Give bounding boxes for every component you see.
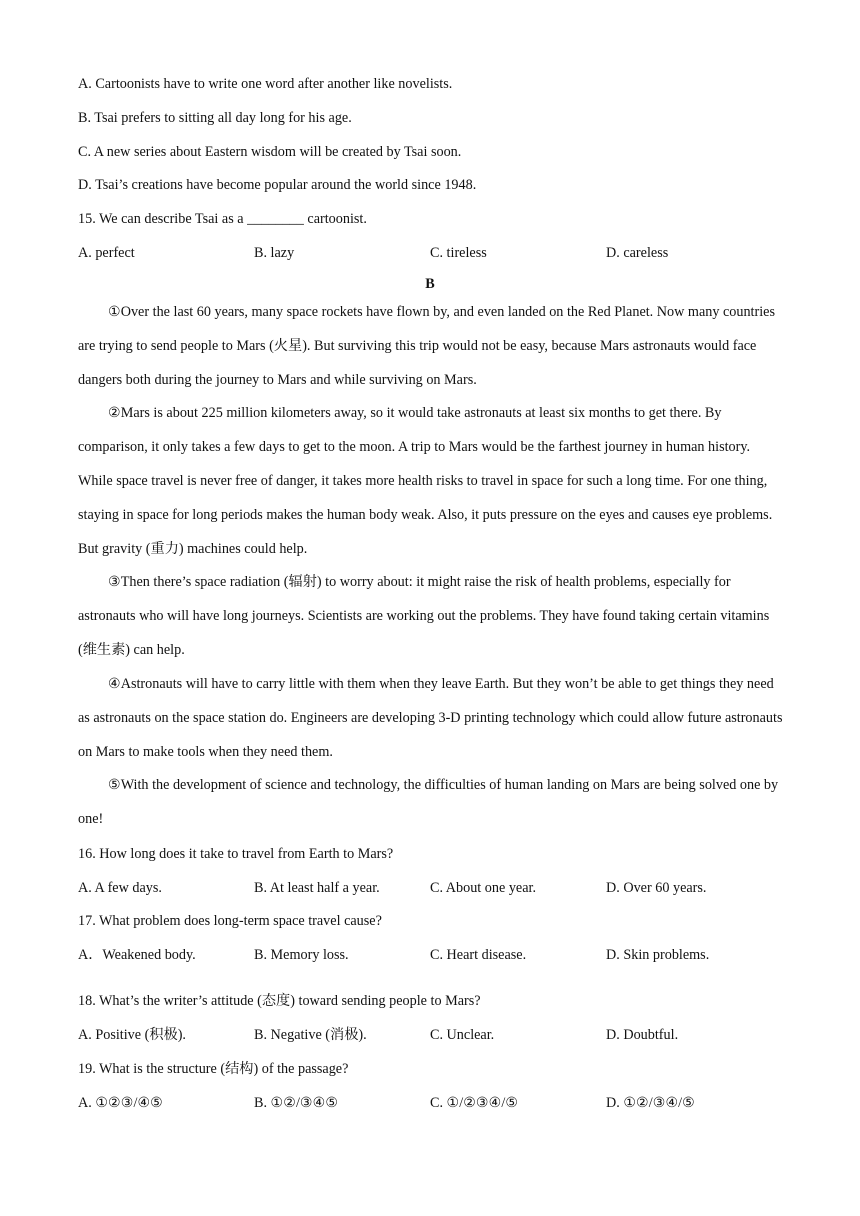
q14-option-d: D. Tsai’s creations have become popular around the world since 1948. [78, 177, 477, 193]
q19-option-d: D. ①②/③④/⑤ [606, 1095, 695, 1111]
passage-paragraph-4 [78, 668, 786, 770]
q14-option-c: C. A new series about Eastern wisdom will be created by Tsai soon. [78, 144, 462, 160]
paragraph-text: ③Then there’s space radiation (辐射) to worry about: it might raise the risk of health problems, especially for astronauts who will have long journeys. Scientists are working out the problems. They have found taking certain vitamins (维生素) can help. [78, 574, 770, 658]
q17-option-b: B. Memory loss. [254, 947, 349, 963]
q15-option-d: D. careless [606, 245, 669, 261]
q14-option-a: A. Cartoonists have to write one word after another like novelists. [78, 76, 453, 92]
q17-option-a: A．Weakened body. [78, 947, 196, 963]
q19-option-c: C. ①/②③④/⑤ [430, 1095, 519, 1111]
passage-paragraph-1 [78, 296, 786, 398]
q18-question: 18. What’s the writer’s attitude (态度) toward sending people to Mars? [78, 993, 481, 1009]
q19-option-a: A. ①②③/④⑤ [78, 1095, 163, 1111]
q15-question: 15. We can describe Tsai as a ________ cartoonist. [78, 211, 367, 227]
q17-option-d: D. Skin problems. [606, 947, 710, 963]
q16-option-c: C. About one year. [430, 880, 536, 896]
q16-options [78, 879, 786, 897]
q15-option-c: C. tireless [430, 245, 487, 261]
q17-option-c: C. Heart disease. [430, 947, 527, 963]
q16-option-a: A. A few days. [78, 880, 162, 896]
passage-paragraph-2 [78, 397, 786, 567]
paragraph-text: ④Astronauts will have to carry little with them when they leave Earth. But they won’t be able to get things they need as astronauts on the space station do. Engineers are developing 3-D printing technology which could allow future astronauts on Mars to make tools when they need them. [78, 676, 783, 760]
passage-paragraph-3 [78, 566, 786, 668]
q15-option-b: B. lazy [254, 245, 295, 261]
q18-options [78, 1026, 786, 1044]
q16-option-d: D. Over 60 years. [606, 880, 707, 896]
paragraph-text: ①Over the last 60 years, many space rockets have flown by, and even landed on the Red Planet. Now many countries are trying to send people to Mars (火星). But surviving this trip would not be easy, because Mars astronauts would face dangers both during the journey to Mars and while surviving on Mars. [78, 304, 775, 388]
paragraph-text: ⑤With the development of science and technology, the difficulties of human landing on Mars are being solved one by one! [78, 777, 779, 827]
q17-question: 17. What problem does long-term space travel cause? [78, 913, 382, 929]
paragraph-text: ②Mars is about 225 million kilometers away, so it would take astronauts at least six months to get there. By comparison, it only takes a few days to get to the moon. A trip to Mars would be the farthest journey in human history. While space travel is never free of danger, it takes more health risks to travel in space for such a long time. For one thing, staying in space for long periods makes the human body weak. Also, it puts pressure on the eyes and causes eye problems. But gravity (重力) machines could help. [78, 405, 773, 557]
q19-option-b: B. ①②/③④⑤ [254, 1095, 339, 1111]
section-heading: B [425, 276, 435, 292]
q18-option-b: B. Negative (消极). [254, 1027, 367, 1043]
passage-paragraph-5 [78, 769, 786, 837]
q16-question: 16. How long does it take to travel from Earth to Mars? [78, 846, 394, 862]
q18-option-d: D. Doubtful. [606, 1027, 679, 1043]
q15-option-a: A. perfect [78, 245, 135, 261]
q19-question: 19. What is the structure (结构) of the passage? [78, 1061, 349, 1077]
q15-options [78, 244, 786, 262]
q17-options [78, 946, 786, 964]
q14-option-b: B. Tsai prefers to sitting all day long for his age. [78, 110, 352, 126]
q18-option-a: A. Positive (积极). [78, 1027, 186, 1043]
q19-options [78, 1094, 786, 1112]
q18-option-c: C. Unclear. [430, 1027, 495, 1043]
q16-option-b: B. At least half a year. [254, 880, 380, 896]
